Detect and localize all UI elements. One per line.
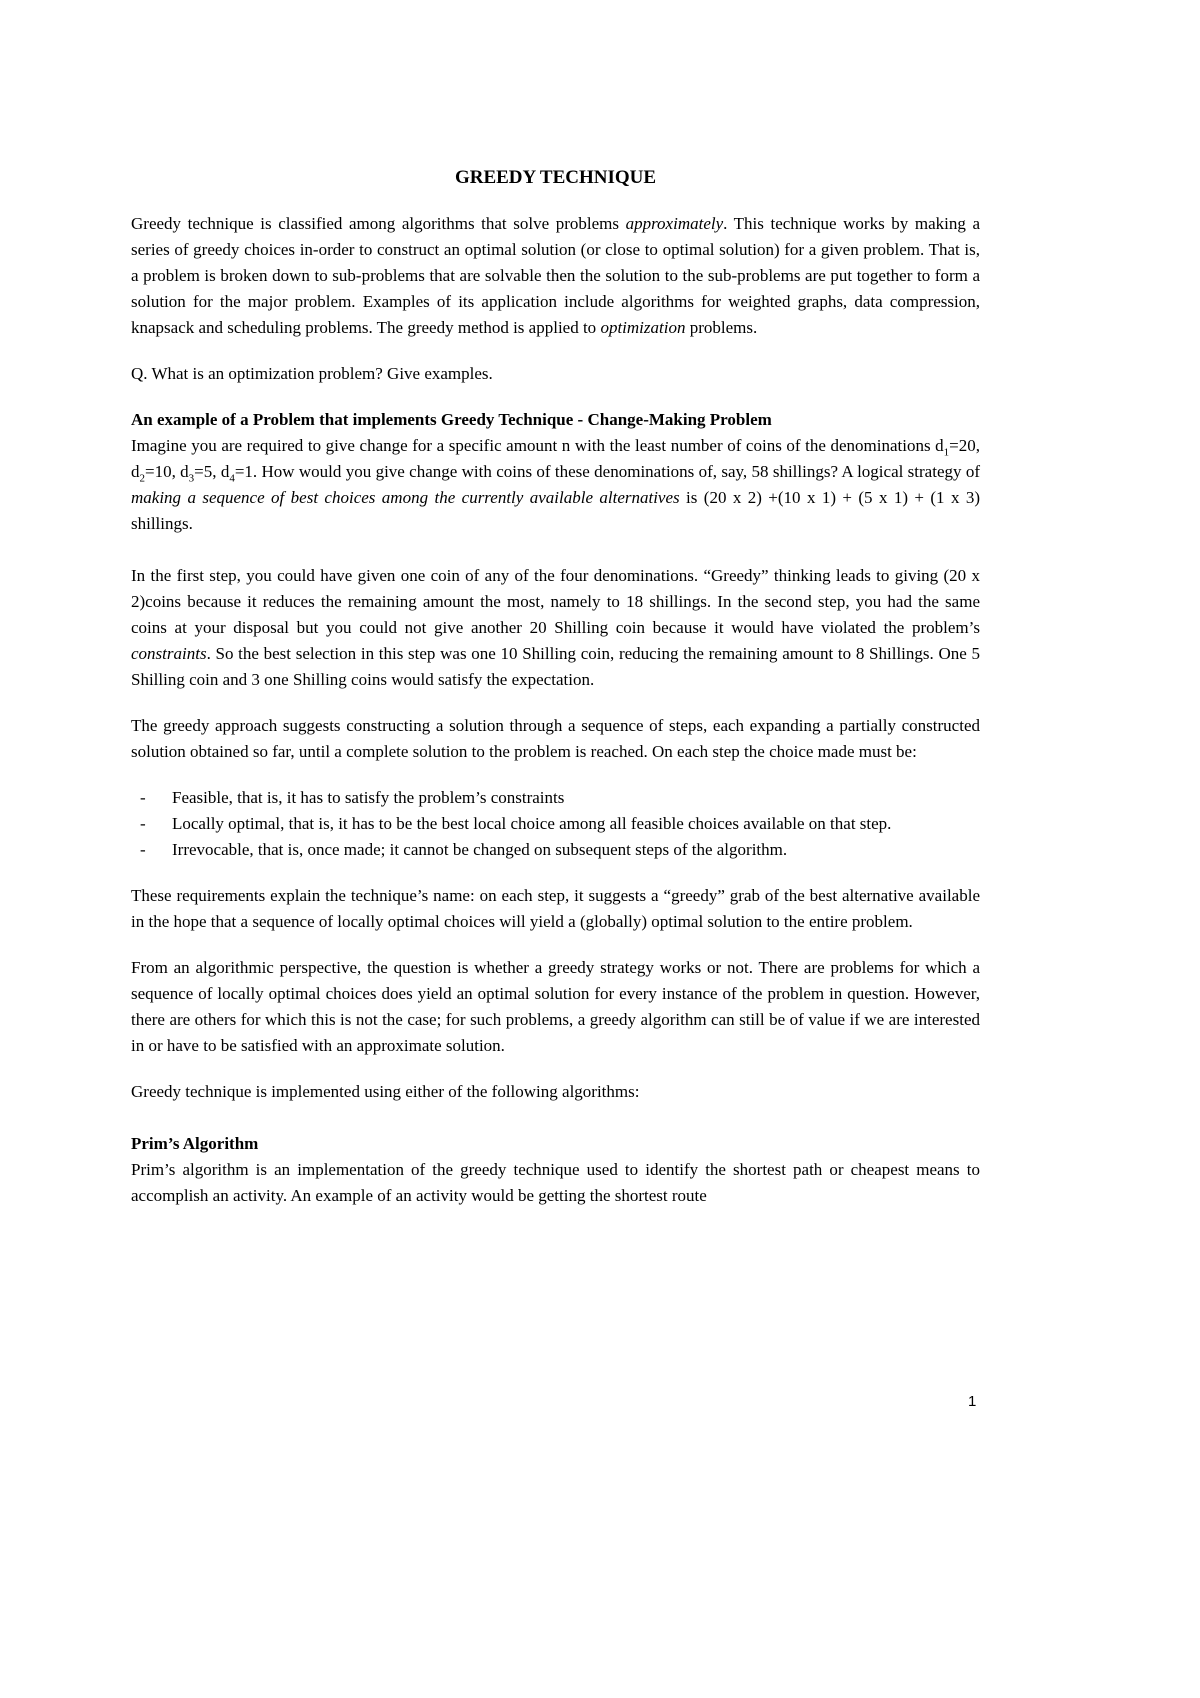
text-run: =5, d xyxy=(194,462,230,481)
text-run: constraints xyxy=(131,644,207,663)
text-run: =10, d xyxy=(145,462,189,481)
text-run: making a sequence of best choices among the currently available alternatives xyxy=(131,488,680,507)
text-run: 2 xyxy=(139,472,145,485)
text-run: 1 xyxy=(943,446,950,459)
text-run: 4 xyxy=(229,472,235,485)
text-run: optimization xyxy=(600,318,686,337)
document-title: GREEDY TECHNIQUE xyxy=(454,167,657,188)
paragraph xyxy=(131,713,980,765)
document-body xyxy=(131,211,980,1209)
requirements-list xyxy=(131,785,980,863)
document-page xyxy=(131,165,980,1229)
text-run: Q. What is an optimization problem? Give examples. xyxy=(131,364,493,383)
text-run: Greedy technique is implemented using either of the following algorithms: xyxy=(131,1082,640,1101)
text-run: These requirements explain the technique’s name: on each step, it suggests a “greedy” grab of the best alternative available in the hope that a sequence of locally optimal choices will yield a (globally) optimal solution to the entire problem. xyxy=(131,886,980,931)
bullet-dash: - xyxy=(140,840,146,859)
list-item xyxy=(131,811,980,837)
page-number: 1 xyxy=(968,1393,977,1410)
text-run: 3 xyxy=(188,472,195,485)
list-item xyxy=(131,837,980,863)
text-run: The greedy approach suggests constructing a solution through a sequence of steps, each expanding a partially constructed solution obtained so far, until a complete solution to the problem is reached. On each step the choice made must be: xyxy=(131,716,980,761)
text-run: =1. How would you give change with coins of these denominations of, say, 58 shillings? A logical strategy of xyxy=(234,462,980,481)
bullet-dash: - xyxy=(140,814,146,833)
text-run: . So the best selection in this step was one 10 Shilling coin, reducing the remaining amount to 8 Shillings. One 5 Shilling coin and 3 one Shilling coins would satisfy the expectation. xyxy=(131,644,980,689)
list-item xyxy=(131,785,980,811)
text-run: . This technique works by making a series of greedy choices in-order to construct an optimal solution (or close to optimal solution) for a given problem. That is, a problem is broken down to sub-problems that are solvable then the solution to the sub-problems are put together to form a solution for the major problem. Examples of its application include algorithms for weighted graphs, data compression, knapsack and scheduling problems. The greedy method is applied to xyxy=(131,214,980,337)
bullet-dash: - xyxy=(140,788,146,807)
paragraph xyxy=(131,1157,980,1209)
text-run: Locally optimal, that is, it has to be the best local choice among all feasible choices available on that step. xyxy=(172,814,892,833)
text-run: Irrevocable, that is, once made; it cannot be changed on subsequent steps of the algorithm. xyxy=(172,840,788,859)
paragraph xyxy=(131,883,980,935)
paragraph xyxy=(131,563,980,693)
text-run: approximately xyxy=(625,214,724,233)
paragraph xyxy=(131,955,980,1059)
paragraph xyxy=(131,1079,980,1105)
text-run: Prim’s algorithm is an implementation of the greedy technique used to identify the shortest path or cheapest means to accomplish an activity. An example of an activity would be getting the shortest route xyxy=(131,1160,980,1205)
text-run: Prim’s Algorithm xyxy=(131,1134,259,1153)
text-run: Greedy technique is classified among algorithms that solve problems xyxy=(131,214,626,233)
text-run: An example of a Problem that implements Greedy Technique - Change-Making Problem xyxy=(131,410,772,429)
text-run: Feasible, that is, it has to satisfy the problem’s constraints xyxy=(172,788,565,807)
paragraph xyxy=(131,433,980,537)
section-heading xyxy=(131,1131,980,1157)
paragraph xyxy=(131,361,980,387)
paragraph xyxy=(131,211,980,341)
text-run: problems. xyxy=(685,318,758,337)
text-run: Imagine you are required to give change for a specific amount n with the least number of coins of the denominations d xyxy=(131,436,944,455)
text-run: =20, d xyxy=(131,436,980,481)
section-heading xyxy=(131,407,980,433)
text-run: is (20 x 2) +(10 x 1) + (5 x 1) + (1 x 3) shillings. xyxy=(131,488,980,533)
text-run: From an algorithmic perspective, the question is whether a greedy strategy works or not. There are problems for which a sequence of locally optimal choices does yield an optimal solution for every instance of the problem in question. However, there are others for which this is not the case; for such problems, a greedy algorithm can still be of value if we are interested in or have to be satisfied with an approximate solution. xyxy=(131,958,980,1055)
text-run: In the first step, you could have given one coin of any of the four denominations. “Greedy” thinking leads to giving (20 x 2)coins because it reduces the remaining amount the most, namely to 18 shillings. In the second step, you had the same coins at your disposal but you could not give another 20 Shilling coin because it would have violated the problem’s xyxy=(131,566,980,637)
